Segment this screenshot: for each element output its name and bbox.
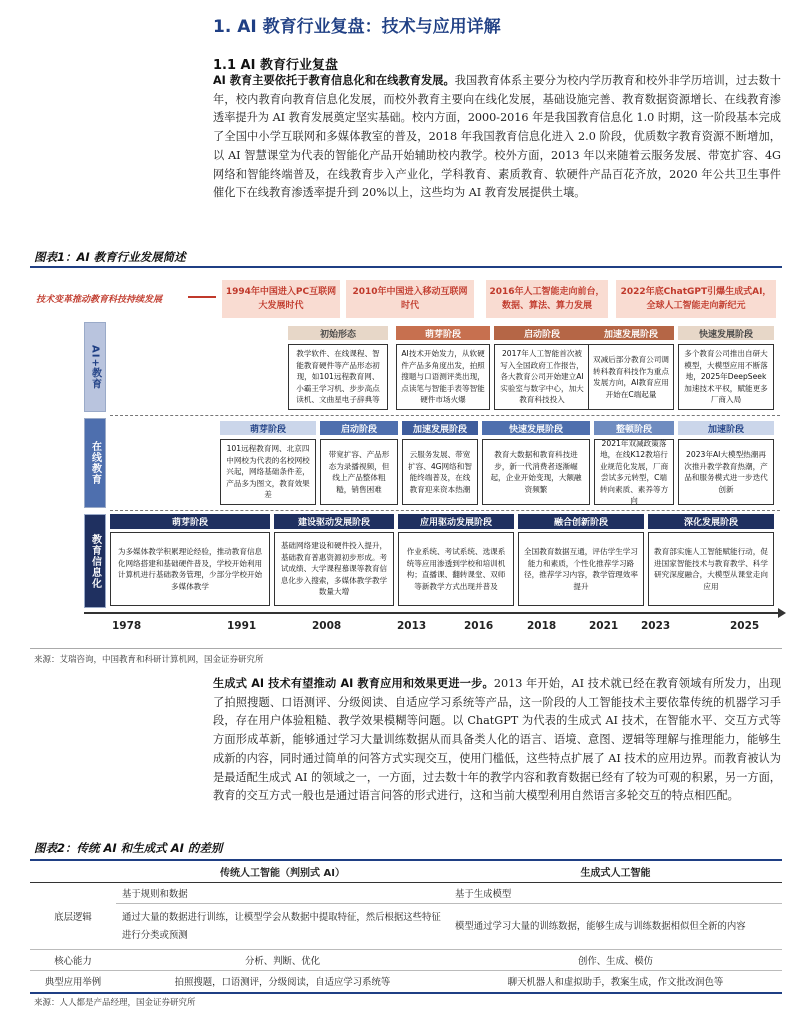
ai-stage-label: 启动阶段 [494,326,590,340]
table-cell: 通过大量的数据进行训练，让模型学会从数据中提取特征，然后根据这些特征进行分类或预测 [116,904,449,950]
driver-arrow [188,296,216,298]
info-stage-box: 为多媒体教学积累理论经验，推动教育信息化网络搭建和基础硬件普及，学校开始利用计算机进行基础教务管理，少部分学校开始多媒体教学 [110,532,270,606]
header-traditional-ai: 传统人工智能（判别式 AI） [116,860,449,883]
era-chatgpt: 2022年底ChatGPT引爆生成式AI，全球人工智能走向新纪元 [616,280,776,318]
info-stage-label: 建设驱动发展阶段 [274,514,394,529]
figure1-top-rule [30,266,782,268]
comparison-table [30,859,782,994]
info-stage-box: 基础网络建设和硬件投入提升，基础教育普惠资源初步形成。考试成绩、大学课程慕课等教育信息化步入搜索，多媒体教学教学数量大增 [274,532,394,606]
row-label: 核心能力 [30,950,116,971]
info-stage-label: 应用驱动发展阶段 [398,514,514,529]
figure1-source: 来源：艾瑞咨询，中国教育和科研计算机网，国金证券研究所 [34,655,264,665]
online-stage-label: 快速发展阶段 [482,421,590,435]
intro-lead: AI 教育主要依托于教育信息化和在线教育发展。 [213,74,455,87]
year-label: 2016 [464,620,494,632]
info-stage-label: 萌芽阶段 [110,514,270,529]
table-cell: 模型通过学习大量的训练数据，能够生成与训练数据相似但全新的内容 [449,904,782,950]
online-stage-label: 启动阶段 [320,421,398,435]
subsection-title: 1.1 AI 教育行业复盘 [213,58,338,73]
year-label: 1991 [227,620,257,632]
online-stage-box: 2023年AI大模型热潮再次推升教学教育热潮，产品和服务模式进一步迭代创新 [678,439,774,505]
header-blank [30,860,116,883]
year-label: 2008 [312,620,342,632]
header-generative-ai: 生成式人工智能 [449,860,782,883]
info-stage-label: 融合创新阶段 [518,514,644,529]
year-label: 2013 [397,620,427,632]
online-stage-label: 加速阶段 [678,421,774,435]
figure1-title: 图表1：AI 教育行业发展简述 [34,250,186,264]
lane-education-informatization: 教育信息化 [84,514,106,608]
info-stage-box: 教育部实施人工智能赋能行动，促进国家智能技术与教育教学、科学研究深度融合，大模型从课堂走向应用 [648,532,774,606]
table-cell: 分析、判断、优化 [116,950,449,971]
era-pc-internet: 1994年中国进入PC互联网大发展时代 [222,280,340,318]
table-cell: 创作、生成、模仿 [449,950,782,971]
table-cell: 基于生成模型 [449,883,782,904]
ai-stage-box: AI技术开始发力，从软硬件产品多角度出发，拍照搜题与口语测评类出现，点读笔与智能手表等智能硬件市场火爆 [396,344,490,410]
table-cell: 聊天机器人和虚拟助手，教案生成，作文批改润色等 [449,971,782,993]
info-stage-label: 深化发展阶段 [648,514,774,529]
online-stage-box: 教育大数据和教育科技进步，新一代消费者逐渐崛起，企业开始变现，大额融资频繁 [482,439,590,505]
online-stage-box: 带宽扩容、产品形态为录播视频，但线上产品整体粗糙，销售困难 [320,439,398,505]
ai-stage-box: 2017年人工智能首次被写入全国政府工作报告，各大教育公司开始建立AI实验室与数字中心，加大教育科技投入 [494,344,590,410]
ai-stage-box: 教学软件、在线课程、智能教育硬件等产品形态初现，如101远程教育网、小霸王学习机、步步高点读机、文曲星电子辞典等 [288,344,388,410]
online-stage-box: 云服务发展、带宽扩容、4G网络和智能终端普及，在线教育迎来资本热潮 [402,439,478,505]
lane-divider [110,415,780,416]
ai-stage-label: 快速发展阶段 [678,326,774,340]
year-label: 2021 [589,620,619,632]
era-mobile-internet: 2010年中国进入移动互联网时代 [346,280,474,318]
table-cell: 基于规则和数据 [116,883,449,904]
timeline-axis [84,612,784,614]
driver-label: 技术变革推动教育科技持续发展 [36,295,163,305]
table-row [30,950,782,971]
intro-body: 我国教育体系主要分为校内学历教育和校外非学历培训，过去数十年，校内教育向教育信息化发展，而校外教育主要向在线化发展，基础设施完善、教育数据资源增长、在线教育渗透率提升为 AI 教育发展奠定坚实基础。校内方面，2000-2016 年是我国教育信息化 1.0 时期，这一阶段基本完成了全国中小学互联网和多媒体教室的普及，2018 年我国教育信息化进入 2.0 阶段，优质数字教育资源不断增加，以 AI 智慧课堂为代表的智能化产品开始辅助校内教学。校外方面，2013 年以来随着云服务发展、带宽扩容、4G 网络和智能终端普及，在线教育步入产业化，学科教育、素质教育、软硬件产品百花齐放，2020 年公共卫生事件催化下在线教育渗透率提升到 20%以上，这些均为 AI 教育发展提供土壤。 [213,74,781,200]
online-stage-label: 整顿阶段 [594,421,674,435]
ai-stage-label: 初始形态 [288,326,388,340]
info-stage-box: 作业系统、考试系统、选课系统等应用渗透到学校和培训机构；直播课、翻转课堂、双师等新教学方式出现并普及 [398,532,514,606]
online-stage-box: 2021年双减政策落地，在线K12教培行业规范化发展，厂商尝试多元转型，C端转向素质、素养等方向 [594,439,674,505]
genai-paragraph [213,675,781,806]
ai-stage-label: 萌芽阶段 [396,326,490,340]
table-cell: 拍照搜题，口语测评，分级阅读，自适应学习系统等 [116,971,449,993]
ai-stage-label: 加速发展阶段 [588,326,674,340]
online-stage-box: 101远程教育网、北京四中网校为代表的名校网校兴起，网络基础条件差，产品多为图文，教育效果差 [220,439,316,505]
lane-divider [110,510,780,511]
genai-lead: 生成式 AI 技术有望推动 AI 教育应用和效果更进一步。 [213,677,494,690]
era-ai-front: 2016年人工智能走向前台，数据、算法、算力发展 [486,280,608,318]
timeline-arrow-icon [778,608,786,618]
year-label: 2025 [730,620,760,632]
table-row [30,971,782,993]
table-header-row [30,860,782,883]
section-title: 1. AI 教育行业复盘：技术与应用详解 [213,17,501,37]
lane-online-education: 在线教育 [84,418,106,508]
figure2-title: 图表2：传统 AI 和生成式 AI 的差别 [34,841,223,855]
genai-body: 2013 年开始，AI 技术就已经在教育领域有所发力，出现了拍照搜题、口语测评、分级阅读、自适应学习系统等产品，这一阶段的人工智能技术主要依靠传统的机器学习手段，存在用户体验粗糙、教学效果模糊等问题。以 ChatGPT 为代表的生成式 AI 技术，在智能水平、交互方式等方面形成革新，能够通过学习大量训练数据从而具备类人化的语言、语境、意图、逻辑等理解与推理能力，能够生成新的内容，同时通过简单的问答方式实现交互，使用门槛低，这些特点扩展了 AI 技术的应用边界。而教育被认为是最适配生成式 AI 的领域之一，一方面，过去数十年的教学内容和教育数据已经有了较为可观的积累，另一方面，教育的交互方式一般也是通过语言问答的形式进行，这和当前大模型利用自然语言多轮交互的特点相匹配。 [213,677,781,803]
ai-stage-box: 双减后部分教育公司调转科教育科技作为重点发展方向，AI教育应用开始在C端起量 [588,344,674,410]
year-label: 2018 [527,620,557,632]
online-stage-label: 萌芽阶段 [220,421,316,435]
table-row [30,904,782,950]
year-label: 1978 [112,620,142,632]
figure1-bottom-rule [30,648,782,649]
year-label: 2023 [641,620,671,632]
intro-paragraph [213,72,781,203]
figure2-source: 来源：人人都是产品经理，国金证券研究所 [34,998,196,1008]
table-row [30,883,782,904]
ai-stage-box: 多个教育公司推出自研大模型，大模型应用不断落地，2025年DeepSeek加速技术平权，赋能更多厂商入局 [678,344,774,410]
lane-ai-education: AI+教育 [84,322,106,412]
row-label: 底层逻辑 [30,883,116,950]
online-stage-label: 加速发展阶段 [402,421,478,435]
row-label: 典型应用举例 [30,971,116,993]
info-stage-box: 全国教育数据互通，评估学生学习能力和素质，个性化推荐学习路径，推荐学习内容，教学管理效率提升 [518,532,644,606]
